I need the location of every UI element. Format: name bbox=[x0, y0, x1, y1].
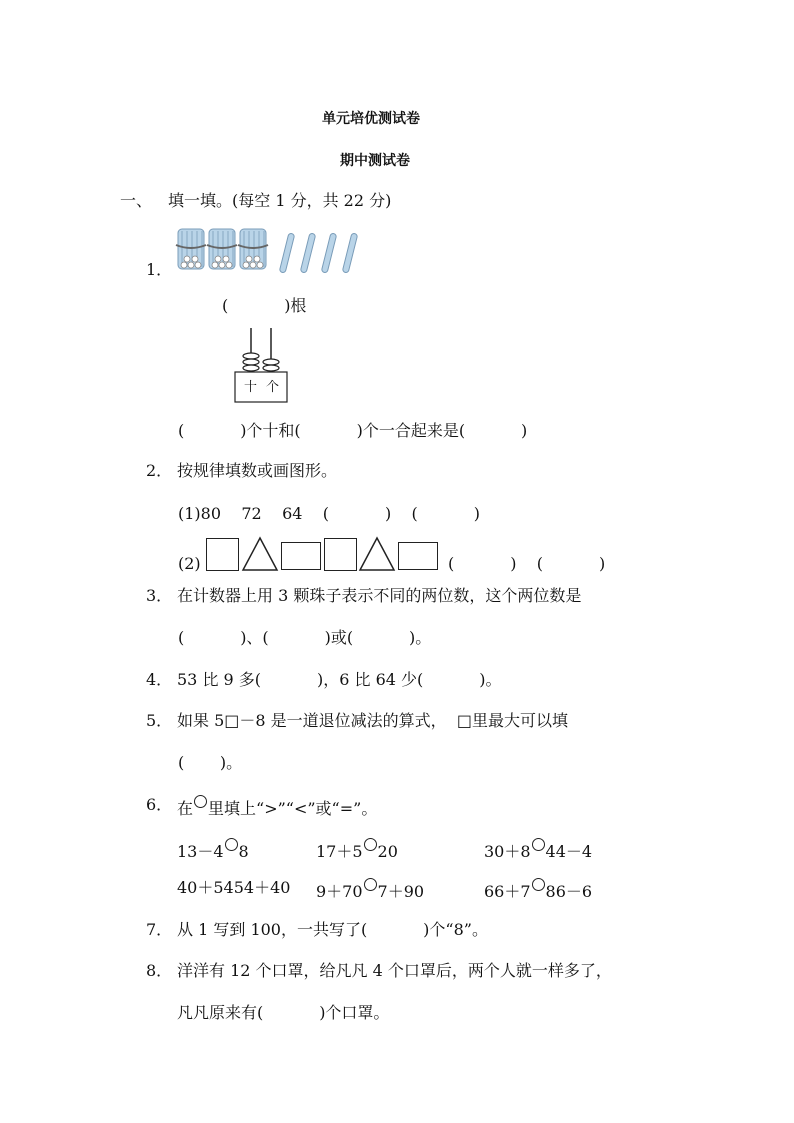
q3-number: 3． bbox=[146, 586, 173, 605]
pattern-triangle bbox=[241, 536, 279, 572]
q8-blank[interactable]: 凡凡原来有( )个口罩。 bbox=[177, 1003, 390, 1022]
q5-text: 如果 5□－8 是一道退位减法的算式， □里最大可以填 bbox=[177, 711, 568, 730]
left-expr: 66＋7 bbox=[484, 882, 531, 901]
right-expr: 20 bbox=[377, 842, 398, 861]
q3-blanks[interactable]: ( )、( )或( )。 bbox=[178, 628, 432, 647]
left-expr: 30＋8 bbox=[484, 842, 531, 861]
q2-text: 按规律填数或画图形。 bbox=[177, 461, 338, 480]
compare-item[interactable] bbox=[484, 878, 592, 902]
q2-part1[interactable]: (1)80 72 64 ( ) ( ) bbox=[178, 504, 480, 523]
right-expr: 54＋40 bbox=[233, 878, 291, 897]
right-expr: 7＋90 bbox=[377, 882, 425, 901]
q7-text[interactable]: 从 1 写到 100，一共写了( )个“8”。 bbox=[177, 920, 488, 939]
q1-stick-count-blank[interactable]: ( )根 bbox=[222, 296, 307, 315]
q6-number: 6． bbox=[146, 795, 173, 814]
compare-item[interactable] bbox=[316, 878, 424, 902]
compare-circle-icon bbox=[194, 795, 207, 808]
compare-item[interactable] bbox=[177, 838, 249, 862]
compare-circle-icon[interactable] bbox=[225, 838, 238, 851]
q7-number: 7． bbox=[146, 920, 173, 939]
stick-bundles-image bbox=[174, 225, 374, 277]
left-expr: 17＋5 bbox=[316, 842, 363, 861]
page-subtitle: 期中测试卷 bbox=[340, 153, 410, 169]
page-title: 单元培优测试卷 bbox=[322, 111, 420, 127]
left-expr: 40＋54 bbox=[177, 878, 234, 897]
pattern-triangle bbox=[358, 536, 396, 572]
pattern-square bbox=[324, 538, 357, 571]
q8-number: 8． bbox=[146, 961, 173, 980]
right-expr: 44－4 bbox=[545, 842, 593, 861]
compare-item[interactable] bbox=[484, 838, 592, 862]
q4-text[interactable]: 53 比 9 多( )，6 比 64 少( )。 bbox=[177, 670, 502, 689]
compare-item[interactable] bbox=[177, 878, 290, 898]
q2-part2-label: (2) bbox=[178, 554, 201, 573]
abacus-image bbox=[232, 326, 292, 406]
pattern-rectangle bbox=[398, 542, 438, 570]
q3-text: 在计数器上用 3 颗珠子表示不同的两位数，这个两位数是 bbox=[177, 586, 582, 605]
section-number: 一、 bbox=[120, 191, 153, 210]
right-expr: 8 bbox=[238, 842, 249, 861]
q1-number: 1． bbox=[146, 260, 173, 279]
q5-blank[interactable]: ( )。 bbox=[178, 753, 243, 772]
q1-sentence[interactable]: ( )个十和( )个一合起来是( ) bbox=[178, 421, 528, 440]
q8-text: 洋洋有 12 个口罩，给凡凡 4 个口罩后，两个人就一样多了， bbox=[177, 961, 612, 980]
q2-part2-blanks[interactable]: ( ) ( ) bbox=[448, 554, 606, 573]
abacus-tens-label: 十 bbox=[244, 380, 258, 395]
left-expr: 13－4 bbox=[177, 842, 224, 861]
abacus-ones-label: 个 bbox=[266, 380, 280, 395]
pattern-square bbox=[206, 538, 239, 571]
compare-circle-icon[interactable] bbox=[364, 838, 377, 851]
compare-circle-icon[interactable] bbox=[532, 838, 545, 851]
q2-number: 2． bbox=[146, 461, 173, 480]
q4-number: 4． bbox=[146, 670, 173, 689]
q5-number: 5． bbox=[146, 711, 173, 730]
pattern-rectangle bbox=[281, 542, 321, 570]
q6-pre: 在 bbox=[177, 799, 194, 818]
q6-post: 里填上“>”“<”或“=”。 bbox=[208, 799, 378, 818]
compare-circle-icon[interactable] bbox=[532, 878, 545, 891]
q6-instruction bbox=[177, 795, 377, 819]
compare-item[interactable] bbox=[316, 838, 398, 862]
section-heading: 填一填。(每空 1 分，共 22 分) bbox=[168, 191, 392, 210]
right-expr: 86－6 bbox=[545, 882, 593, 901]
left-expr: 9＋70 bbox=[316, 882, 363, 901]
compare-circle-icon[interactable] bbox=[364, 878, 377, 891]
